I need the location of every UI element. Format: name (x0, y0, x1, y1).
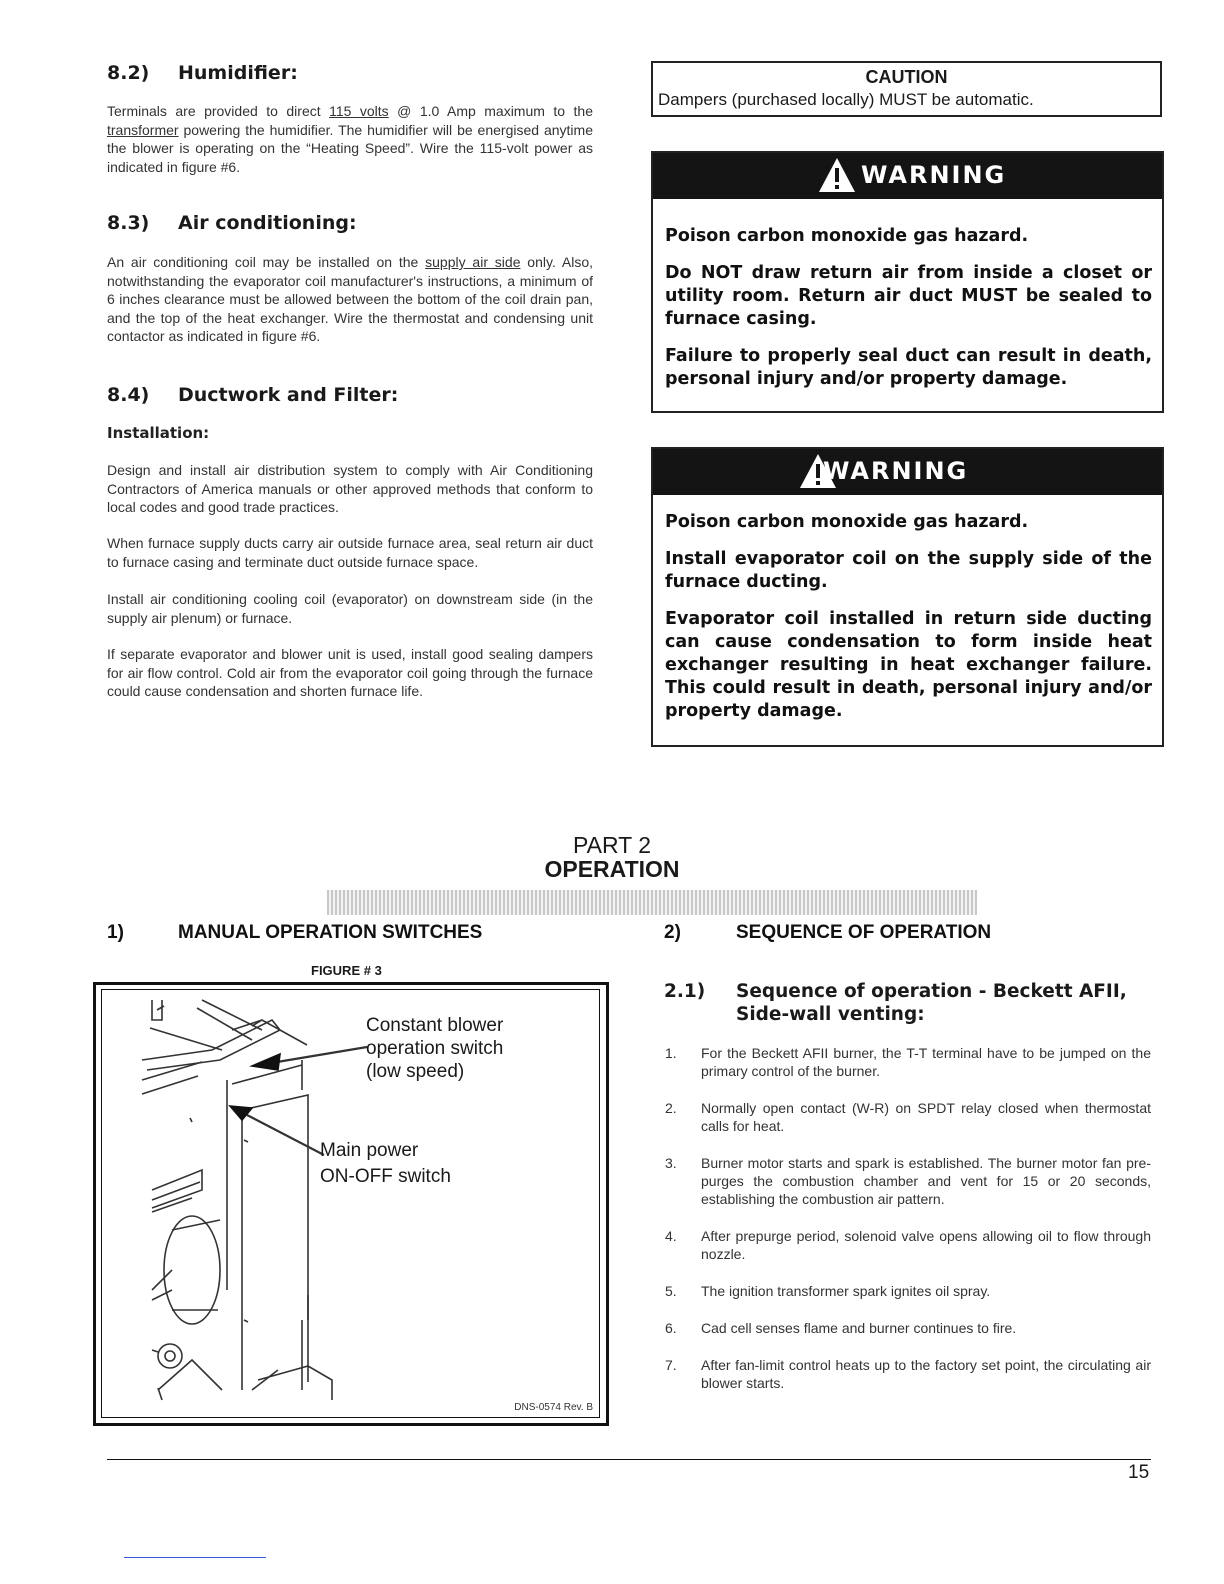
furnace-switch-illustration (102, 990, 599, 1417)
decorative-line (124, 1557, 266, 1558)
sequence-subheading (664, 980, 1164, 1026)
warning-text-2: Install evaporator coil on the supply side of the furnace ducting. (665, 549, 1152, 592)
warning-box-evaporator (651, 447, 1164, 747)
ductwork-paragraph-4: If separate evaporator and blower unit is used, install good sealing dampers for air flow control. Cold air from the evaporator coil going through the furnace could cause condensation and shorten furnace life. (107, 646, 593, 699)
step-text: Cad cell senses flame and burner continues to fire. (701, 1320, 1017, 1336)
installation-subheading: Installation: (107, 424, 210, 442)
section-number: 8.3) (107, 212, 150, 234)
section-title: MANUAL OPERATION SWITCHES (178, 922, 483, 943)
text-run: Terminals are provided to direct (107, 103, 330, 119)
section-title: SEQUENCE OF OPERATION (736, 922, 992, 943)
manual-switches-heading (107, 922, 482, 944)
part-title: OPERATION (544, 856, 680, 882)
step-number: 6. (665, 1320, 677, 1336)
subsection-number: 2.1) (664, 981, 706, 1002)
section-number: 8.4) (107, 384, 150, 406)
section-number: 8.2) (107, 62, 150, 84)
figure-revision: DNS-0574 Rev. B (514, 1402, 593, 1413)
step-number: 3. (665, 1155, 677, 1171)
ductwork-paragraph-3: Install air conditioning cooling coil (evaporator) on downstream side (in the supply air plenum) or furnace. (107, 591, 593, 626)
warning-banner (653, 153, 1162, 199)
air-conditioning-paragraph (107, 253, 593, 346)
step-text: The ignition transformer spark ignites oil spray. (701, 1283, 991, 1299)
warning-text-1: Poison carbon monoxide gas hazard. (665, 512, 1029, 532)
underlined-text: supply air side (425, 254, 521, 270)
warning-text-2: Do NOT draw return air from inside a closet or utility room. Return air duct MUST be sealed to furnace casing. (665, 263, 1152, 329)
page-number: 15 (1128, 1462, 1150, 1483)
step-number: 4. (665, 1228, 677, 1244)
subsection-title: Sequence of operation - Beckett AFII, Side-wall venting: (736, 981, 1127, 1025)
list-item (665, 1356, 1151, 1392)
text-run: powering the humidifier. The humidifier will be energised anytime the blower is operating on the “Heating Speed”. Wire the 115-volt power as indicated in figure #6. (107, 121, 593, 175)
sequence-heading (664, 922, 991, 944)
list-item (665, 1227, 1151, 1263)
sequence-steps (665, 1044, 1151, 1411)
label-line: ON-OFF switch (320, 1166, 451, 1187)
list-item (665, 1154, 1151, 1208)
decorative-stripe (327, 890, 977, 915)
step-text: Normally open contact (W-R) on SPDT relay closed when thermostat calls for heat. (701, 1100, 1151, 1134)
text-run: @ 1.0 Amp maximum to the (388, 103, 593, 119)
section-number: 2) (664, 922, 681, 943)
step-text: After prepurge period, solenoid valve opens allowing oil to flow through nozzle. (701, 1228, 1151, 1262)
ductwork-heading (107, 384, 398, 406)
constant-blower-label (366, 1014, 503, 1083)
list-item (665, 1319, 1151, 1337)
label-line: Constant blower (366, 1015, 504, 1036)
warning-label: WARNING (861, 161, 1007, 189)
section-title: Ductwork and Filter: (178, 384, 399, 406)
figure-caption: FIGURE # 3 (311, 963, 382, 978)
step-number: 1. (665, 1045, 677, 1061)
part-label: PART 2 (573, 832, 651, 858)
step-number: 7. (665, 1357, 677, 1373)
section-title: Humidifier: (178, 62, 298, 84)
label-line: Main power (320, 1140, 419, 1161)
section-title: Air conditioning: (178, 212, 357, 234)
warning-box-return-air (651, 151, 1164, 413)
caution-box (651, 61, 1162, 117)
ductwork-paragraph-1: Design and install air distribution system to comply with Air Conditioning Contractors of America manuals or other approved methods that conform to local codes and good trade practices. (107, 462, 593, 515)
warning-triangle-icon (817, 156, 857, 194)
warning-text-3: Evaporator coil installed in return side ducting can cause condensation to form inside heat exchanger resulting in heat exchanger failure. This could result in death, personal injury and/or property damage. (665, 609, 1152, 721)
step-text: For the Beckett AFII burner, the T-T terminal have to be jumped on the primary control of the burner. (701, 1045, 1151, 1079)
step-text: After fan-limit control heats up to the factory set point, the circulating air blower starts. (701, 1357, 1151, 1391)
list-item (665, 1282, 1151, 1300)
humidifier-paragraph (107, 102, 593, 176)
figure-panel (101, 989, 600, 1418)
caution-text: Dampers (purchased locally) MUST be automatic. (658, 90, 1034, 109)
text-run: only. Also, notwithstanding the evaporator coil manufacturer's instructions, a minimum of 6 inches clearance must be allowed between the bottom of the coil drain pan, and the top of the heat exchanger. Wire the thermostat and condensing unit contactor as indicated in figure #6. (107, 254, 593, 344)
ductwork-paragraph-2: When furnace supply ducts carry air outside furnace area, seal return air duct to furnace casing and terminate duct outside furnace space. (107, 535, 593, 570)
step-number: 5. (665, 1283, 677, 1299)
warning-banner (653, 449, 1162, 495)
warning-text-1: Poison carbon monoxide gas hazard. (665, 226, 1029, 246)
underlined-text: 115 volts (329, 103, 389, 119)
label-line: operation switch (366, 1038, 504, 1059)
warning-label: WARNING (823, 457, 969, 485)
step-text: Burner motor starts and spark is established. The burner motor fan pre-purges the combustion chamber and vent for 15 or 20 seconds, establishing the combustion air pattern. (701, 1155, 1151, 1207)
step-number: 2. (665, 1100, 677, 1116)
list-item (665, 1099, 1151, 1135)
underlined-text: transformer (107, 121, 179, 138)
text-run: An air conditioning coil may be installed on the (107, 254, 426, 270)
caution-title: CAUTION (865, 67, 948, 87)
air-conditioning-heading (107, 212, 357, 234)
main-power-label (320, 1138, 451, 1190)
warning-text-3: Failure to properly seal duct can result in death, personal injury and/or property damage. (665, 346, 1152, 389)
figure-frame (93, 982, 609, 1426)
list-item (665, 1044, 1151, 1080)
footer-divider (107, 1459, 1151, 1460)
label-line: (low speed) (366, 1061, 465, 1082)
humidifier-heading (107, 62, 298, 84)
section-number: 1) (107, 922, 124, 943)
